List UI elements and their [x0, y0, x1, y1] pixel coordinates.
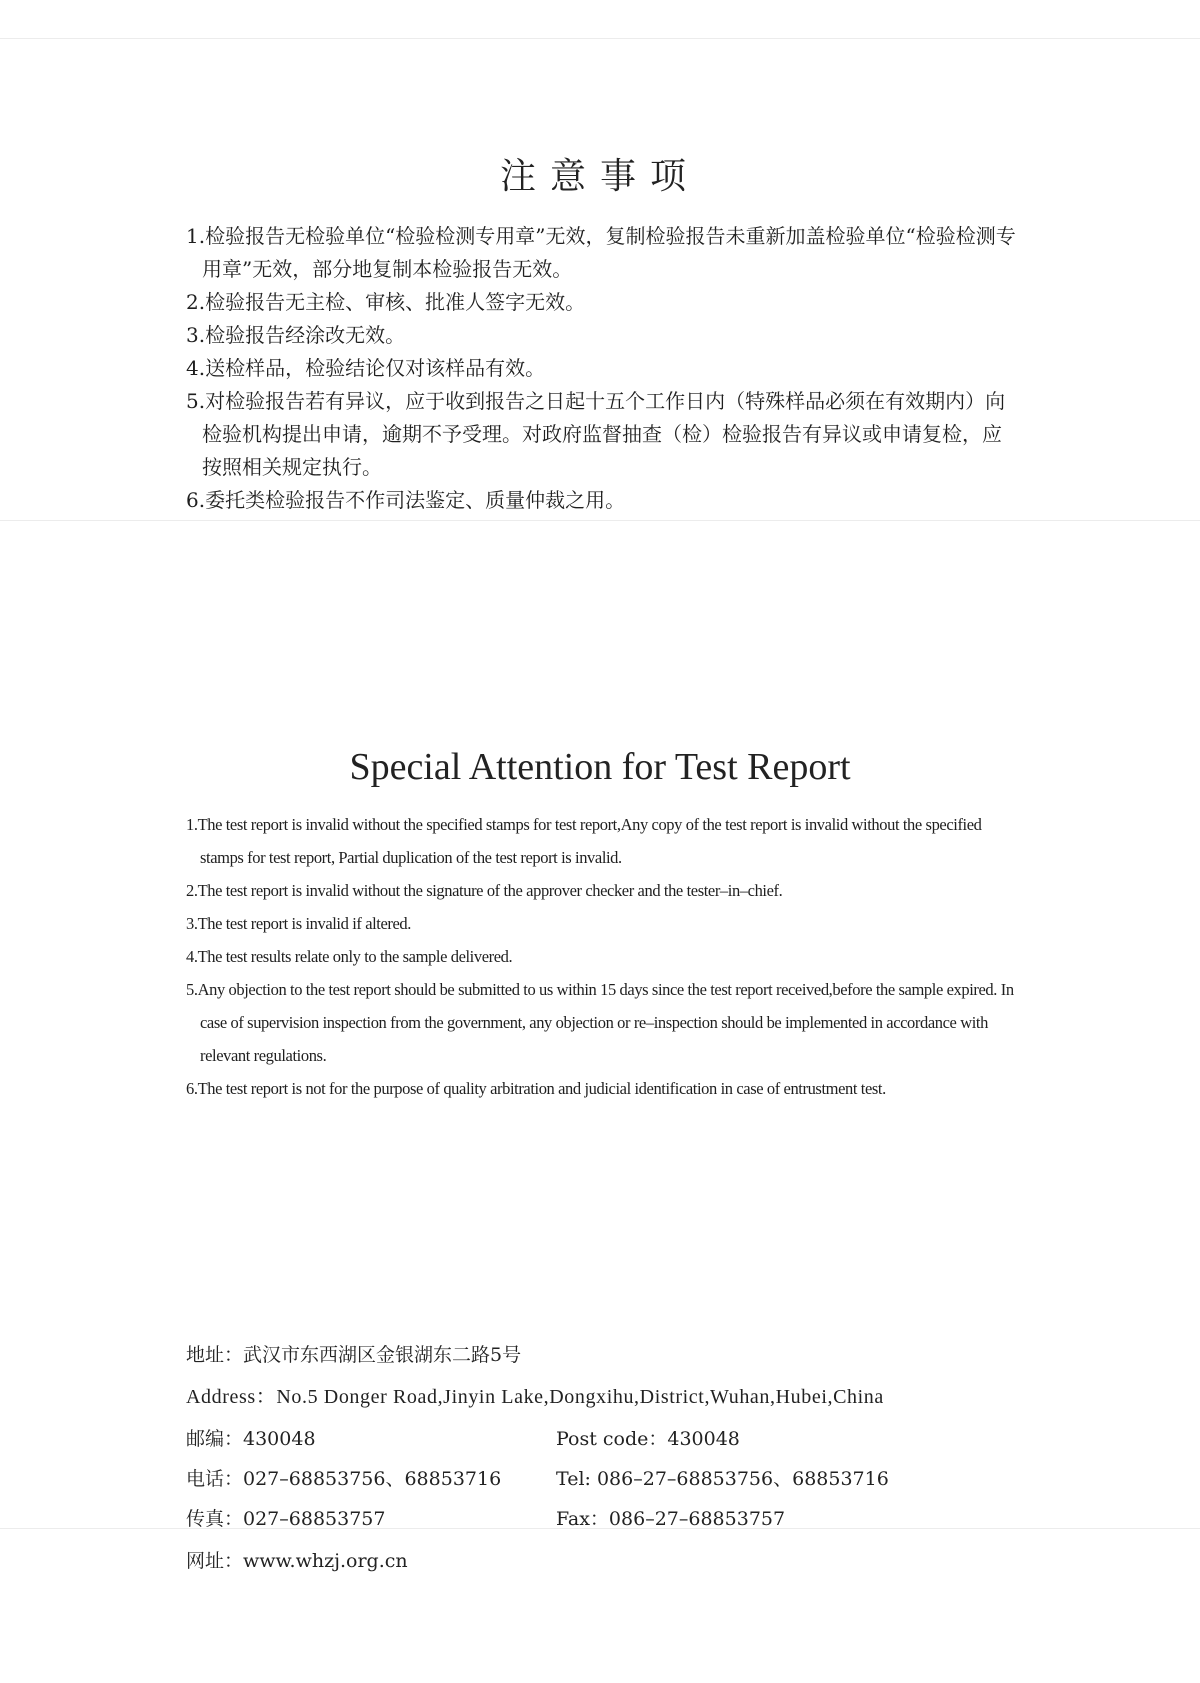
notice-item-cn-5: 5.对检验报告若有异议，应于收到报告之日起十五个工作日内（特殊样品必须在有效期内）向检验机构提出申请，逾期不予受理。对政府监督抽查（检）检验报告有异议或申请复检，应按照相关规定执行。 — [186, 389, 1006, 479]
scan-line-mid — [0, 520, 1200, 521]
notice-item-cn-6: 6.委托类检验报告不作司法鉴定、质量仲裁之用。 — [186, 488, 626, 512]
notice-item-en-5: 5.Any objection to the test report should be submitted to us within 15 days since the test report received,before the sample expired. In case of supervision inspection from the government, any objection or re–inspection should be implemented in accordance with relevant regulations. — [186, 980, 1014, 1065]
fax-cn: 传真：027–68853757 — [186, 1508, 386, 1530]
notice-item-cn-1: 1.检验报告无检验单位“检验检测专用章”无效，复制检验报告未重新加盖检验单位“检验检测专用章”无效，部分地复制本检验报告无效。 — [186, 224, 1016, 281]
notice-title-cn: 注意事项 — [499, 156, 700, 197]
notice-item-en-2: 2.The test report is invalid without the signature of the approver checker and the tester–in–chief. — [186, 881, 783, 900]
notice-item-en-3: 3.The test report is invalid if altered. — [186, 914, 412, 933]
notice-item-en-4: 4.The test results relate only to the sample delivered. — [186, 947, 513, 966]
notice-item-cn-4: 4.送检样品，检验结论仅对该样品有效。 — [186, 356, 546, 380]
address-cn: 地址：武汉市东西湖区金银湖东二路5号 — [186, 1344, 522, 1366]
website-link[interactable]: 网址：www.whzj.org.cn — [186, 1550, 408, 1572]
notice-list-en — [186, 808, 1026, 1105]
address-en: Address：No.5 Donger Road,Jinyin Lake,Dongxihu,District,Wuhan,Hubei,China — [186, 1386, 884, 1408]
postcode-cn: 邮编：430048 — [186, 1428, 316, 1450]
notice-item-en-6: 6.The test report is not for the purpose of quality arbitration and judicial identification in case of entrustment test. — [186, 1079, 886, 1098]
notice-item-cn-2: 2.检验报告无主检、审核、批准人签字无效。 — [186, 290, 586, 314]
notice-item-cn-3: 3.检验报告经涂改无效。 — [186, 323, 406, 347]
notice-list-cn — [186, 220, 1021, 517]
notice-item-en-1: 1.The test report is invalid without the specified stamps for test report,Any copy of the test report is invalid without the specified stamps for test report, Partial duplication of the test report is invalid. — [186, 815, 982, 867]
scan-line-top — [0, 38, 1200, 39]
postcode-en: Post code：430048 — [556, 1428, 740, 1450]
fax-en: Fax：086–27–68853757 — [556, 1508, 786, 1530]
phone-cn: 电话：027–68853756、68853716 — [186, 1468, 502, 1490]
phone-en: Tel: 086–27–68853756、68853716 — [556, 1468, 889, 1490]
notice-title-en: Special Attention for Test Report — [349, 746, 851, 788]
